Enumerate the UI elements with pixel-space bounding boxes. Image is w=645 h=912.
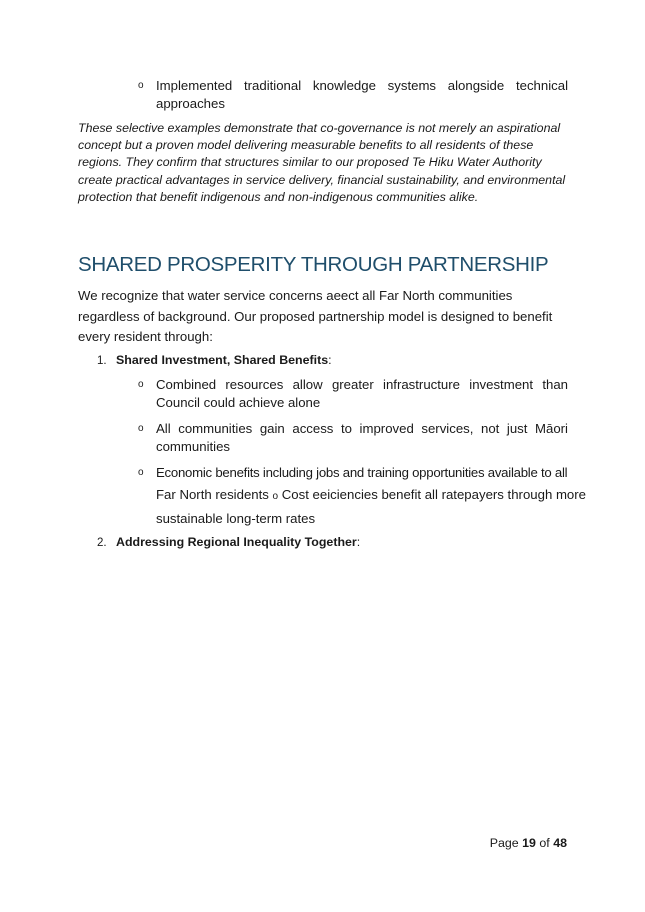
bullet-marker: o	[138, 423, 144, 434]
list-item-line: Economic benefits including jobs and training opportunities available to all	[156, 465, 568, 480]
current-page: 19	[522, 836, 536, 850]
bullet-marker: o	[272, 491, 279, 502]
page-prefix: Page	[489, 836, 519, 850]
item-label: Addressing Regional Inequality Together	[116, 535, 357, 549]
total-pages: 48	[553, 836, 567, 850]
intro-paragraph: We recognize that water service concerns aeect all Far North communities regardless of background. Our proposed partnership model is designed to benefit every resident through:	[78, 288, 553, 344]
line-segment: Cost eeiciencies benefit all ratepayers through more	[281, 487, 586, 502]
list-item-line	[156, 484, 586, 508]
item-number: 1.	[97, 355, 107, 367]
list-item-text: Implemented traditional knowledge systems alongside technical approaches	[156, 78, 568, 111]
bullet-marker: o	[138, 80, 144, 91]
italic-summary-paragraph: These selective examples demonstrate that co-governance is not merely an aspirational concept but a proven model delivering measurable benefits to all residents of these regions. They confirm that structures similar to our proposed Te Hiku Water Authority create practical advantages in service delivery, financial sustainability, and environmental protection that benefit indigenous and non-indigenous communities alike.	[78, 121, 566, 204]
numbered-item-2	[97, 533, 360, 552]
line-segment: Far North residents	[156, 487, 269, 502]
list-item	[138, 77, 568, 113]
page-number	[490, 836, 567, 850]
list-item-text: All communities gain access to improved services, not just Māori communities	[156, 421, 568, 454]
list-item-text	[156, 462, 586, 530]
list-item-line: sustainable long-term rates	[156, 511, 316, 526]
item-suffix: :	[328, 353, 332, 367]
list-item	[138, 420, 568, 456]
bullet-marker: o	[138, 379, 144, 390]
list-item	[138, 376, 568, 412]
bullet-marker: o	[138, 467, 144, 478]
numbered-item-1	[97, 351, 332, 370]
list-item	[138, 462, 586, 530]
item-label: Shared Investment, Shared Benefits	[116, 353, 329, 367]
item-number: 2.	[97, 537, 107, 549]
item-suffix: :	[356, 535, 361, 549]
list-item-text: Combined resources allow greater infrastructure investment than Council could achieve alone	[156, 377, 568, 410]
page-of: of	[539, 836, 550, 850]
section-heading: SHARED PROSPERITY THROUGH PARTNERSHIP	[78, 253, 549, 276]
